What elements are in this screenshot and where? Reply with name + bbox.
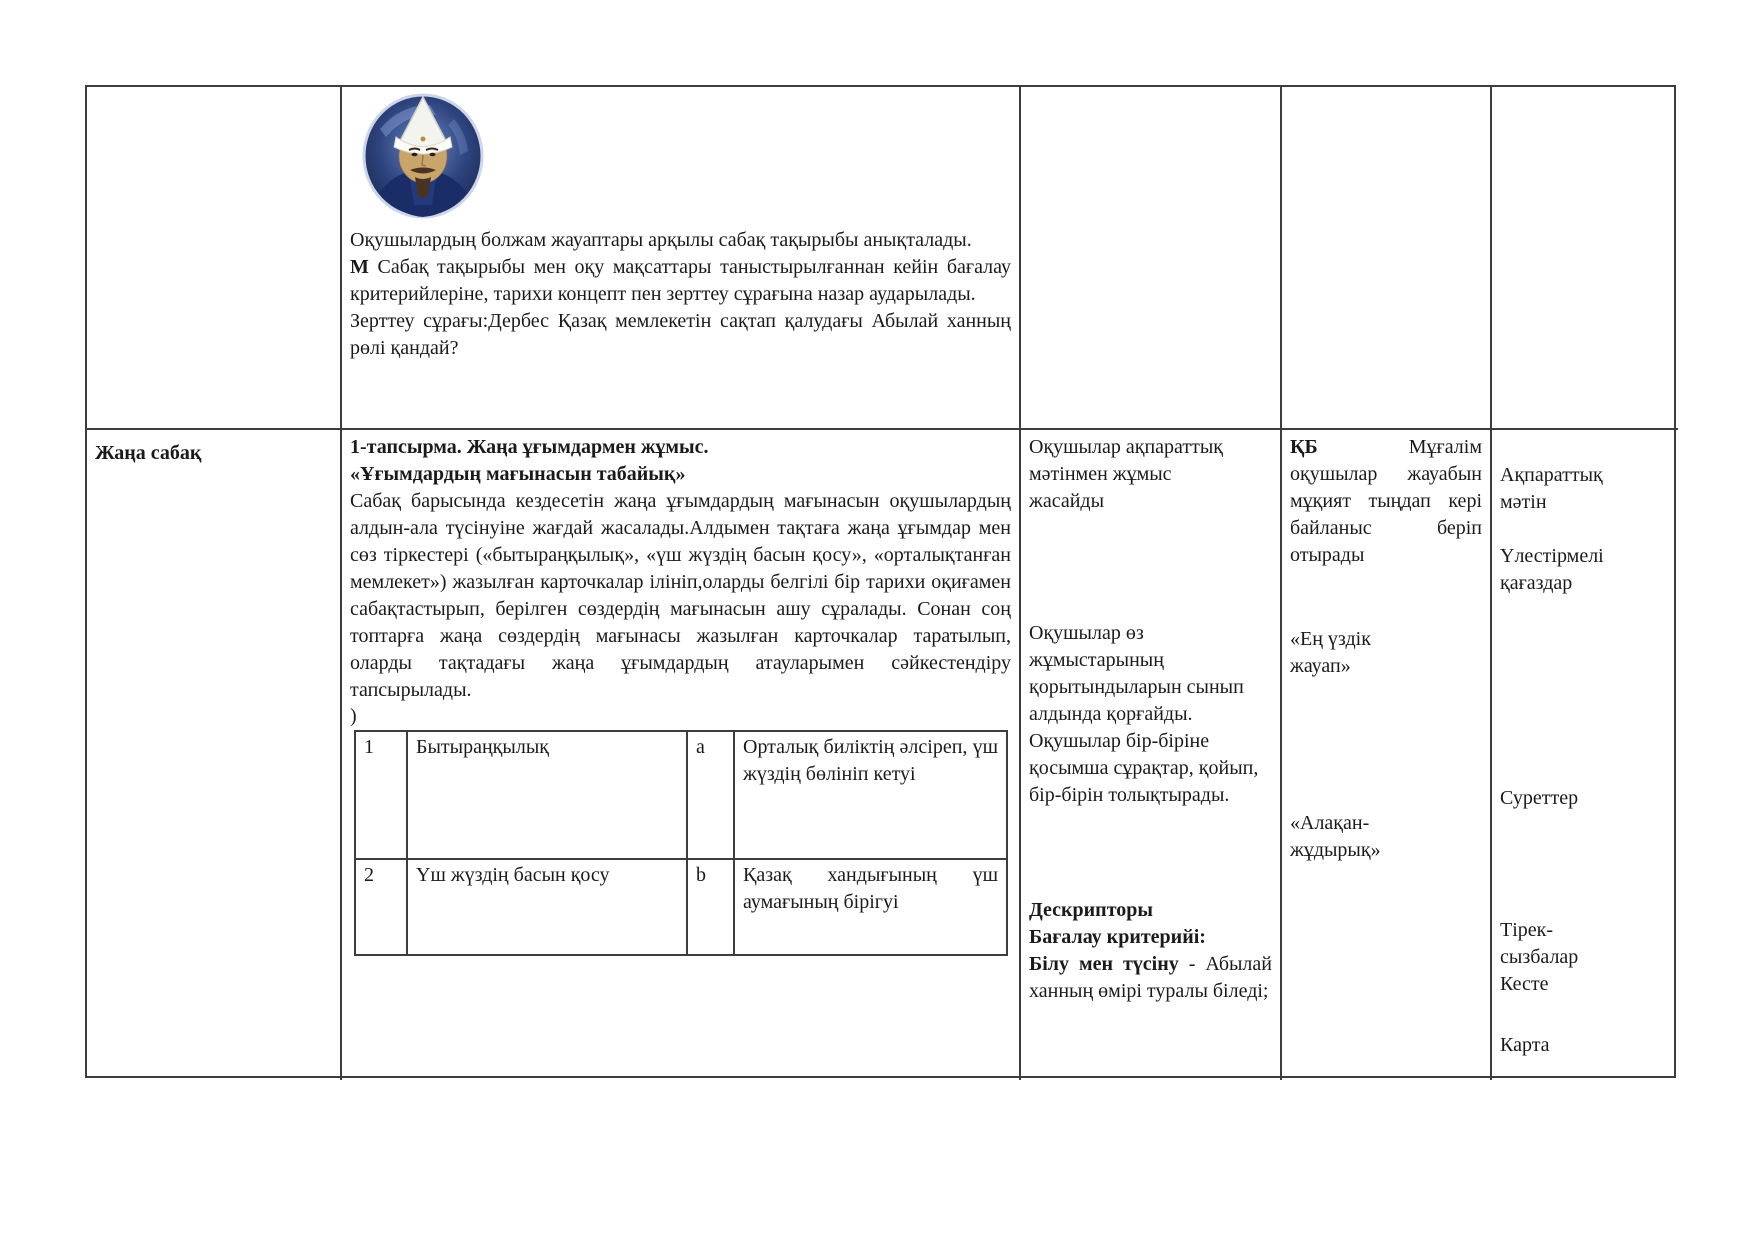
lesson-plan-table: [85, 85, 1676, 1078]
task-subtitle: «Ұғымдардың мағынасын табайық»: [350, 463, 686, 485]
match-letter: b: [687, 859, 734, 955]
task-title: 1-тапсырма. Жаңа ұғымдармен жұмыс.: [350, 436, 709, 458]
resource-item: Карта: [1500, 1034, 1550, 1056]
stage-label: Жаңа сабақ: [95, 442, 202, 464]
best-answer-technique: «Ең үздік жауап»: [1290, 628, 1371, 677]
criteria-rest: - Абылай ханның өмірі туралы біледі;: [1029, 953, 1272, 1002]
match-term: Бытыраңқылық: [407, 731, 687, 859]
row1-resources-cell: [1492, 87, 1678, 430]
match-number: 1: [355, 731, 407, 859]
method-paragraph: [350, 254, 1011, 308]
match-letter: a: [687, 731, 734, 859]
criteria-text: [1029, 951, 1272, 1005]
resources-cell: [1492, 430, 1678, 1080]
research-question: [350, 308, 1011, 362]
row1-activity-cell: [342, 87, 1021, 430]
matching-row: [355, 731, 1007, 859]
hook-text: Оқушылардың болжам жауаптары арқылы сабақ тақырыбы анықталады.: [350, 229, 972, 251]
formative-assessment-abbr: ҚБ: [1290, 436, 1318, 458]
assessment-cell: [1282, 430, 1492, 1080]
resource-item: Ақпараттық мәтін: [1500, 464, 1603, 513]
criteria-title: Бағалау критерийі:: [1029, 926, 1206, 948]
matching-table: [354, 730, 1008, 956]
task-description: Сабақ барысында кездесетін жаңа ұғымдардың мағынасын оқушылардың алдын-ала түсінуіне жағдай жасалады.Алдымен тақтаға жаңа ұғымдар мен сөз тіркестері («бытыраңқылық», «үш жүздің басын қосу», «орталықтанған мемлекет») жазылған карточкалар ілініп,оларды белгілі бір тарихи оқиғамен сабақтастырып, берілген сөздердің мағынасын ашу сұралады. Сонан соң топтарға жаңа сөздердің мағынасы жазылған карточкалар таратылып, оларды тақтадағы жаңа ұғымдардың атауларымен сәйкестендіру тапсырылады.: [350, 490, 1011, 701]
match-description: Орталық биліктің әлсіреп, үш жүздің бөлініп кетуі: [734, 731, 1007, 859]
resource-item: Үлестірмелі қағаздар: [1500, 545, 1604, 594]
match-number: 2: [355, 859, 407, 955]
resource-item: Тірек-сызбалар: [1500, 919, 1579, 968]
abylai-khan-portrait: [362, 93, 484, 219]
resource-item: Кесте: [1500, 973, 1549, 995]
students-activity-1: Оқушылар ақпараттық мәтінмен жұмыс жасайды: [1029, 436, 1224, 512]
research-question-text: Зерттеу сұрағы:Дербес Қазақ мемлекетін сақтап қалудағы Абылай ханның рөлі қандай?: [350, 310, 1011, 359]
resource-item: Суреттер: [1500, 787, 1579, 809]
method-marker: М: [350, 256, 369, 278]
match-description: Қазақ хандығының үш аумағының бірігуі: [734, 859, 1007, 955]
hook-paragraph: [350, 227, 1011, 254]
formative-assessment-text: Мұғалім оқушылар жауабын мұқият тыңдап кері байланыс беріп отырады: [1290, 436, 1482, 566]
descriptors-block: [1029, 897, 1272, 1005]
palm-fist-technique: «Алақан-жұдырық»: [1290, 812, 1381, 861]
stage-cell: [87, 430, 342, 1080]
match-term: Үш жүздің басын қосу: [407, 859, 687, 955]
criteria-lead: Білу мен түсіну: [1029, 953, 1179, 975]
method-text: Сабақ тақырыбы мен оқу мақсаттары таныстырылғаннан кейін бағалау критерийлеріне, тарихи концепт пен зерттеу сұрағына назар аударылады.: [350, 256, 1011, 305]
students-cell: [1021, 430, 1282, 1080]
row1-stage-cell: [87, 87, 342, 430]
descriptors-title: Дескрипторы: [1029, 899, 1153, 921]
row1-students-cell: [1021, 87, 1282, 430]
students-activity-2: Оқушылар өз жұмыстарының қорытындыларын сынып алдында қорғайды. Оқушылар бір-біріне қосымша сұрақтар, қойып, бір-бірін толықтырады.: [1029, 622, 1259, 806]
row1-assessment-cell: [1282, 87, 1492, 430]
matching-row: [355, 859, 1007, 955]
activity-cell: [342, 430, 1021, 1080]
stray-paren: ): [350, 705, 357, 727]
formative-assessment: [1290, 434, 1482, 569]
